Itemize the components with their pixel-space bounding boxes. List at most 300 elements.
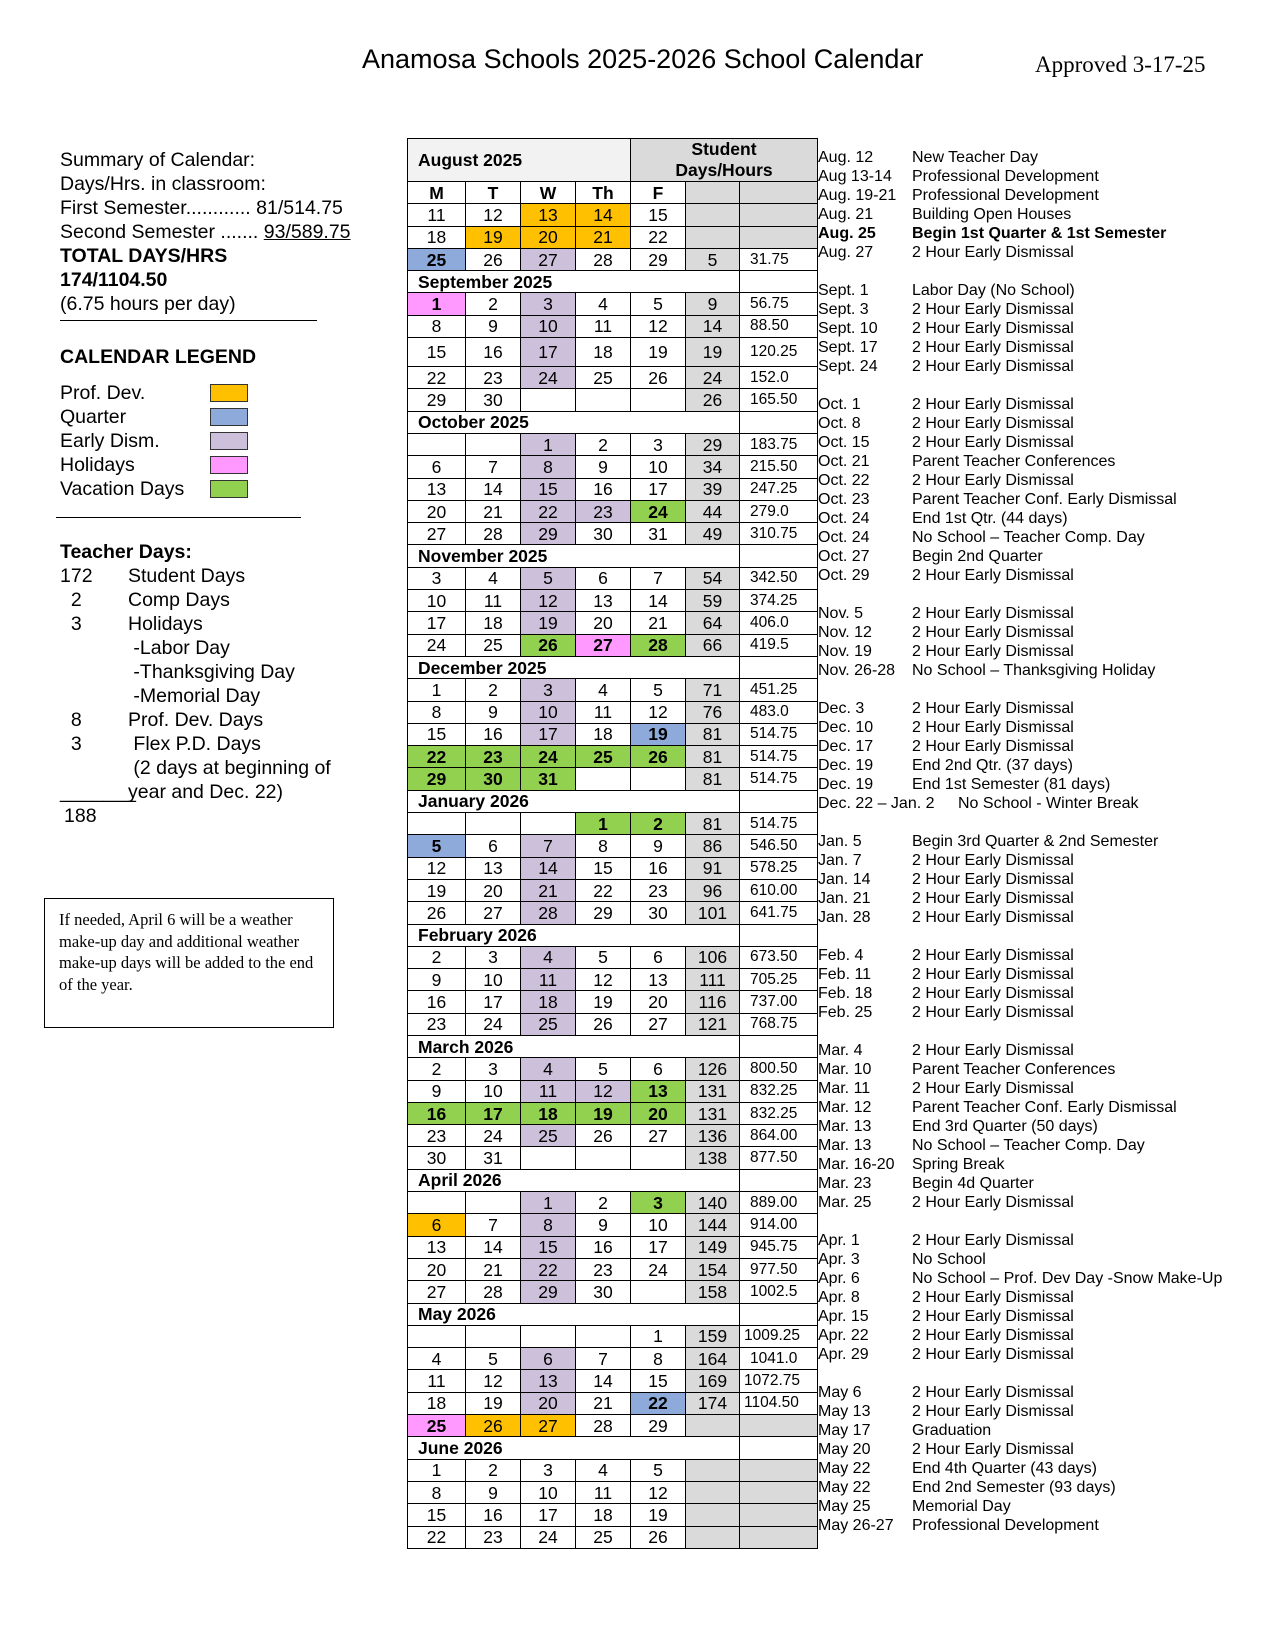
event-text: Parent Teacher Conf. Early Dismissal bbox=[912, 491, 1177, 508]
day-cell: 5 bbox=[631, 293, 686, 315]
event-text: 2 Hour Early Dismissal bbox=[912, 472, 1074, 489]
day-cell: 28 bbox=[576, 248, 631, 270]
day-cell: 6 bbox=[521, 1348, 576, 1370]
student-hours: 1002.5 bbox=[740, 1281, 818, 1303]
week-row bbox=[408, 835, 818, 857]
day-cell: 21 bbox=[466, 500, 521, 522]
day-cell: 14 bbox=[521, 857, 576, 879]
day-cell: 19 bbox=[631, 1504, 686, 1526]
week-row bbox=[408, 1214, 818, 1236]
day-cell: 18 bbox=[466, 612, 521, 634]
event-date: Aug. 12 bbox=[818, 149, 874, 166]
student-days-count: 164 bbox=[686, 1348, 740, 1370]
day-cell: 12 bbox=[466, 1370, 521, 1392]
day-cell: 9 bbox=[576, 1214, 631, 1236]
teacher-days-label: Student Days bbox=[128, 565, 246, 587]
student-days-count: 64 bbox=[686, 612, 740, 634]
day-cell: 30 bbox=[576, 523, 631, 545]
student-hours: 610.00 bbox=[740, 879, 818, 901]
day-cell: 23 bbox=[576, 1258, 631, 1280]
day-cell bbox=[466, 1192, 521, 1214]
weekday-f: F bbox=[631, 182, 686, 204]
student-days-count: 138 bbox=[686, 1147, 740, 1169]
day-cell: 12 bbox=[576, 969, 631, 991]
week-row bbox=[408, 590, 818, 612]
day-cell: 20 bbox=[466, 879, 521, 901]
student-days-count: 154 bbox=[686, 1258, 740, 1280]
event-date: Nov. 5 bbox=[818, 605, 864, 622]
day-cell: 9 bbox=[576, 456, 631, 478]
student-hours: 800.50 bbox=[740, 1058, 818, 1080]
day-cell: 16 bbox=[408, 991, 466, 1013]
teacher-days-count: 3 bbox=[60, 613, 82, 635]
event-date: May 13 bbox=[818, 1403, 871, 1420]
day-cell: 5 bbox=[631, 1459, 686, 1481]
week-row bbox=[408, 879, 818, 901]
student-hours: 120.25 bbox=[740, 338, 818, 367]
student-hours bbox=[740, 1526, 818, 1548]
blank-cell bbox=[740, 924, 818, 946]
event-text: 2 Hour Early Dismissal bbox=[912, 852, 1074, 869]
event-date: Mar. 4 bbox=[818, 1042, 863, 1059]
day-cell: 5 bbox=[576, 1058, 631, 1080]
teacher-days-row bbox=[60, 756, 380, 780]
day-cell: 13 bbox=[631, 969, 686, 991]
week-row bbox=[408, 500, 818, 522]
student-days-count: 34 bbox=[686, 456, 740, 478]
teacher-days-row bbox=[60, 684, 380, 708]
day-cell: 1 bbox=[521, 433, 576, 455]
second-semester-label: Second Semester ....... bbox=[60, 221, 259, 243]
day-cell: 17 bbox=[521, 338, 576, 367]
week-row bbox=[408, 567, 818, 589]
day-cell bbox=[576, 1147, 631, 1169]
hours-per-day: (6.75 hours per day) bbox=[60, 293, 236, 315]
day-cell: 24 bbox=[521, 746, 576, 768]
day-cell: 3 bbox=[521, 1459, 576, 1481]
first-semester-value: 81/514.75 bbox=[256, 197, 343, 219]
event-text: End 1st Semester (81 days) bbox=[912, 776, 1111, 793]
event-text: Building Open Houses bbox=[912, 206, 1072, 223]
week-row bbox=[408, 1370, 818, 1392]
day-cell: 12 bbox=[576, 1080, 631, 1102]
day-cell bbox=[466, 1325, 521, 1347]
student-hours: 374.25 bbox=[740, 590, 818, 612]
event-text: 2 Hour Early Dismissal bbox=[912, 1080, 1074, 1097]
day-cell: 23 bbox=[466, 1526, 521, 1548]
event-text: Begin 3rd Quarter & 2nd Semester bbox=[912, 833, 1159, 850]
event-date: May 26-27 bbox=[818, 1517, 894, 1534]
day-cell: 30 bbox=[466, 768, 521, 790]
day-cell: 22 bbox=[521, 500, 576, 522]
event-date: Oct. 27 bbox=[818, 548, 870, 565]
month-heading: September 2025 bbox=[408, 271, 740, 293]
day-cell: 19 bbox=[466, 226, 521, 248]
event-date: Oct. 23 bbox=[818, 491, 870, 508]
day-cell: 14 bbox=[576, 1370, 631, 1392]
month-heading: October 2025 bbox=[408, 411, 740, 433]
event-date: Oct. 8 bbox=[818, 415, 861, 432]
day-cell: 3 bbox=[521, 679, 576, 701]
week-row bbox=[408, 746, 818, 768]
day-cell: 9 bbox=[408, 969, 466, 991]
day-cell: 4 bbox=[466, 567, 521, 589]
month-row bbox=[408, 1437, 818, 1459]
day-cell: 21 bbox=[576, 226, 631, 248]
day-cell: 21 bbox=[521, 879, 576, 901]
week-row bbox=[408, 226, 818, 248]
event-date: Dec. 19 bbox=[818, 776, 874, 793]
student-days-count: 24 bbox=[686, 367, 740, 389]
day-cell: 4 bbox=[521, 946, 576, 968]
student-days-count: 159 bbox=[686, 1325, 740, 1347]
event-date: Feb. 11 bbox=[818, 966, 872, 983]
day-cell: 15 bbox=[521, 1236, 576, 1258]
event-date: Apr. 3 bbox=[818, 1251, 860, 1268]
day-cell: 8 bbox=[408, 1481, 466, 1503]
day-cell: 12 bbox=[408, 857, 466, 879]
event-text: 2 Hour Early Dismissal bbox=[912, 738, 1074, 755]
day-cell: 10 bbox=[466, 1080, 521, 1102]
day-cell: 27 bbox=[408, 1281, 466, 1303]
day-cell: 8 bbox=[408, 701, 466, 723]
event-date: Oct. 29 bbox=[818, 567, 870, 584]
day-cell: 5 bbox=[521, 567, 576, 589]
day-cell: 9 bbox=[408, 1080, 466, 1102]
day-cell: 19 bbox=[576, 991, 631, 1013]
week-row bbox=[408, 389, 818, 411]
legend-swatch-icon bbox=[210, 456, 248, 474]
day-cell: 14 bbox=[631, 590, 686, 612]
event-date: Jan. 7 bbox=[818, 852, 862, 869]
day-cell: 13 bbox=[408, 478, 466, 500]
week-row bbox=[408, 701, 818, 723]
day-cell: 26 bbox=[521, 634, 576, 656]
day-cell: 27 bbox=[631, 1013, 686, 1035]
day-cell: 9 bbox=[631, 835, 686, 857]
event-date: Dec. 19 bbox=[818, 757, 874, 774]
week-row bbox=[408, 1080, 818, 1102]
day-cell: 16 bbox=[631, 857, 686, 879]
event-date: Sept. 24 bbox=[818, 358, 878, 375]
day-cell: 18 bbox=[521, 991, 576, 1013]
teacher-days-count: 3 bbox=[60, 733, 82, 755]
day-cell: 8 bbox=[631, 1348, 686, 1370]
teacher-days-row bbox=[60, 588, 380, 612]
week-row bbox=[408, 367, 818, 389]
event-text: 2 Hour Early Dismissal bbox=[912, 1042, 1074, 1059]
day-cell: 28 bbox=[466, 1281, 521, 1303]
day-cell: 10 bbox=[408, 590, 466, 612]
student-days-count: 49 bbox=[686, 523, 740, 545]
day-cell: 31 bbox=[631, 523, 686, 545]
day-cell: 31 bbox=[466, 1147, 521, 1169]
student-days-count: 9 bbox=[686, 293, 740, 315]
day-cell bbox=[408, 1192, 466, 1214]
event-text: Parent Teacher Conf. Early Dismissal bbox=[912, 1099, 1177, 1116]
event-text: Parent Teacher Conferences bbox=[912, 453, 1116, 470]
legend-label: Early Dism. bbox=[60, 430, 160, 452]
day-cell bbox=[408, 433, 466, 455]
day-cell: 22 bbox=[408, 746, 466, 768]
day-cell bbox=[521, 1147, 576, 1169]
blank-cell bbox=[740, 411, 818, 433]
event-date: Feb. 18 bbox=[818, 985, 873, 1002]
day-cell: 20 bbox=[408, 500, 466, 522]
day-cell: 17 bbox=[408, 612, 466, 634]
teacher-days-count bbox=[60, 684, 128, 708]
event-text: 2 Hour Early Dismissal bbox=[912, 396, 1074, 413]
weekday-w: W bbox=[521, 182, 576, 204]
teacher-days-count bbox=[60, 636, 128, 660]
event-text: 2 Hour Early Dismissal bbox=[912, 1346, 1074, 1363]
day-cell: 19 bbox=[521, 612, 576, 634]
event-date: Aug. 19-21 bbox=[818, 187, 897, 204]
student-days-count: 144 bbox=[686, 1214, 740, 1236]
month-row bbox=[408, 790, 818, 812]
day-cell: 25 bbox=[576, 367, 631, 389]
student-hours: 183.75 bbox=[740, 433, 818, 455]
week-row bbox=[408, 1192, 818, 1214]
day-cell: 28 bbox=[466, 523, 521, 545]
day-cell: 13 bbox=[466, 857, 521, 879]
day-cell bbox=[631, 389, 686, 411]
event-text: 2 Hour Early Dismissal bbox=[912, 1384, 1074, 1401]
day-cell: 2 bbox=[576, 433, 631, 455]
event-text: Begin 2nd Quarter bbox=[912, 548, 1043, 565]
student-days-count: 59 bbox=[686, 590, 740, 612]
event-text: 2 Hour Early Dismissal bbox=[912, 605, 1074, 622]
day-cell bbox=[521, 1325, 576, 1347]
event-text: 2 Hour Early Dismissal bbox=[912, 700, 1074, 717]
blank-cell bbox=[740, 1303, 818, 1325]
day-cell: 15 bbox=[576, 857, 631, 879]
day-cell: 30 bbox=[631, 902, 686, 924]
day-cell: 29 bbox=[631, 1415, 686, 1437]
day-cell: 4 bbox=[576, 1459, 631, 1481]
week-row bbox=[408, 1102, 818, 1124]
event-date: Sept. 1 bbox=[818, 282, 869, 299]
student-hours: 88.50 bbox=[740, 315, 818, 337]
blank-cell bbox=[740, 1169, 818, 1191]
student-hours: 165.50 bbox=[740, 389, 818, 411]
student-hours: 514.75 bbox=[740, 768, 818, 790]
event-text: 2 Hour Early Dismissal bbox=[912, 358, 1074, 375]
event-text: No School – Teacher Comp. Day bbox=[912, 1137, 1145, 1154]
day-cell: 13 bbox=[576, 590, 631, 612]
event-date: Jan. 5 bbox=[818, 833, 862, 850]
approved-date: Approved 3-17-25 bbox=[1035, 52, 1206, 77]
student-days-count: 19 bbox=[686, 338, 740, 367]
day-cell: 15 bbox=[521, 478, 576, 500]
day-cell: 5 bbox=[576, 946, 631, 968]
event-date: Jan. 14 bbox=[818, 871, 871, 888]
student-days-count: 121 bbox=[686, 1013, 740, 1035]
day-cell: 10 bbox=[521, 701, 576, 723]
day-cell: 1 bbox=[408, 679, 466, 701]
event-text: 2 Hour Early Dismissal bbox=[912, 244, 1074, 261]
event-text: New Teacher Day bbox=[912, 149, 1038, 166]
student-hours: 546.50 bbox=[740, 835, 818, 857]
day-cell: 8 bbox=[408, 315, 466, 337]
student-hours: 215.50 bbox=[740, 456, 818, 478]
day-cell: 3 bbox=[521, 293, 576, 315]
event-text: Begin 1st Quarter & 1st Semester bbox=[912, 225, 1167, 242]
day-cell: 9 bbox=[466, 701, 521, 723]
student-hours: 152.0 bbox=[740, 367, 818, 389]
teacher-days-row bbox=[60, 564, 380, 588]
legend bbox=[60, 381, 380, 501]
blank-cell bbox=[740, 1035, 818, 1057]
student-days-count: 81 bbox=[686, 768, 740, 790]
student-days-count: 76 bbox=[686, 701, 740, 723]
event-text: 2 Hour Early Dismissal bbox=[912, 871, 1074, 888]
day-cell: 14 bbox=[466, 1236, 521, 1258]
student-days-count: 5 bbox=[686, 248, 740, 270]
month-row bbox=[408, 1169, 818, 1191]
day-cell: 11 bbox=[576, 701, 631, 723]
teacher-days-row bbox=[60, 732, 380, 756]
day-cell: 10 bbox=[521, 1481, 576, 1503]
day-cell: 27 bbox=[576, 634, 631, 656]
day-cell: 26 bbox=[631, 746, 686, 768]
event-text: End 3rd Quarter (50 days) bbox=[912, 1118, 1098, 1135]
day-cell: 13 bbox=[408, 1236, 466, 1258]
day-cell: 29 bbox=[576, 902, 631, 924]
event-text: Professional Development bbox=[912, 1517, 1099, 1534]
legend-swatch-icon bbox=[210, 432, 248, 450]
event-date: Apr. 8 bbox=[818, 1289, 860, 1306]
event-date: May 6 bbox=[818, 1384, 862, 1401]
day-cell: 24 bbox=[466, 1125, 521, 1147]
legend-label: Quarter bbox=[60, 406, 127, 428]
event-text: 2 Hour Early Dismissal bbox=[912, 1004, 1074, 1021]
day-cell: 28 bbox=[576, 1415, 631, 1437]
summary-line: Days/Hrs. in classroom: bbox=[60, 173, 266, 195]
teacher-days-total: 188 bbox=[64, 805, 97, 827]
month-row bbox=[408, 411, 818, 433]
event-text: No School – Teacher Comp. Day bbox=[912, 529, 1145, 546]
day-cell: 6 bbox=[631, 1058, 686, 1080]
event-date: Apr. 15 bbox=[818, 1308, 869, 1325]
week-row bbox=[408, 1236, 818, 1258]
day-cell: 18 bbox=[576, 1504, 631, 1526]
event-date: Dec. 22 – Jan. 2 bbox=[818, 795, 935, 812]
student-hours: 483.0 bbox=[740, 701, 818, 723]
student-days-count: 96 bbox=[686, 879, 740, 901]
student-hours: 832.25 bbox=[740, 1102, 818, 1124]
day-cell bbox=[408, 1325, 466, 1347]
day-cell: 24 bbox=[466, 1013, 521, 1035]
event-date: Aug. 25 bbox=[818, 225, 876, 242]
day-cell bbox=[521, 813, 576, 835]
day-cell: 2 bbox=[576, 1192, 631, 1214]
day-cell: 31 bbox=[521, 768, 576, 790]
event-text: 2 Hour Early Dismissal bbox=[912, 339, 1074, 356]
student-days-count: 169 bbox=[686, 1370, 740, 1392]
student-hours: 279.0 bbox=[740, 500, 818, 522]
event-text: Labor Day (No School) bbox=[912, 282, 1075, 299]
event-date: Oct. 21 bbox=[818, 453, 870, 470]
day-cell: 11 bbox=[466, 590, 521, 612]
day-cell bbox=[466, 433, 521, 455]
day-cell: 7 bbox=[466, 1214, 521, 1236]
event-date: Oct. 1 bbox=[818, 396, 861, 413]
event-date: Mar. 13 bbox=[818, 1137, 872, 1154]
event-date: Dec. 3 bbox=[818, 700, 865, 717]
student-days-count: 140 bbox=[686, 1192, 740, 1214]
day-cell: 28 bbox=[521, 902, 576, 924]
student-days-count bbox=[686, 1526, 740, 1548]
day-cell: 7 bbox=[631, 567, 686, 589]
day-cell: 16 bbox=[576, 1236, 631, 1258]
event-text: Memorial Day bbox=[912, 1498, 1011, 1515]
month-row bbox=[408, 545, 818, 567]
month-row bbox=[408, 271, 818, 293]
divider bbox=[56, 517, 301, 518]
day-cell: 26 bbox=[466, 1415, 521, 1437]
week-row bbox=[408, 1526, 818, 1548]
day-cell: 18 bbox=[408, 226, 466, 248]
day-cell: 8 bbox=[576, 835, 631, 857]
day-cell: 20 bbox=[631, 991, 686, 1013]
day-cell: 29 bbox=[631, 248, 686, 270]
first-semester-label: First Semester............ bbox=[60, 197, 251, 219]
blank-cell bbox=[740, 182, 818, 204]
day-cell: 22 bbox=[631, 226, 686, 248]
event-text: 2 Hour Early Dismissal bbox=[912, 434, 1074, 451]
divider bbox=[60, 320, 317, 321]
student-days-count: 91 bbox=[686, 857, 740, 879]
day-cell: 16 bbox=[466, 1504, 521, 1526]
week-row bbox=[408, 1481, 818, 1503]
day-cell: 15 bbox=[631, 204, 686, 226]
day-cell: 15 bbox=[631, 1370, 686, 1392]
student-hours: 310.75 bbox=[740, 523, 818, 545]
first-semester bbox=[60, 196, 380, 220]
event-date: Mar. 13 bbox=[818, 1118, 872, 1135]
week-row bbox=[408, 1325, 818, 1347]
total-label: TOTAL DAYS/HRS bbox=[60, 245, 228, 267]
day-cell bbox=[631, 768, 686, 790]
event-date: Mar. 25 bbox=[818, 1194, 872, 1211]
student-days-count: 131 bbox=[686, 1102, 740, 1124]
day-cell: 27 bbox=[521, 1415, 576, 1437]
legend-swatch-icon bbox=[210, 408, 248, 426]
event-text: 2 Hour Early Dismissal bbox=[912, 985, 1074, 1002]
week-row bbox=[408, 902, 818, 924]
day-cell: 18 bbox=[408, 1392, 466, 1414]
event-date: May 22 bbox=[818, 1460, 871, 1477]
event-text: Parent Teacher Conferences bbox=[912, 1061, 1116, 1078]
student-days-count: 81 bbox=[686, 723, 740, 745]
student-hours: 977.50 bbox=[740, 1258, 818, 1280]
day-cell: 20 bbox=[521, 1392, 576, 1414]
student-days-count: 101 bbox=[686, 902, 740, 924]
event-text: 2 Hour Early Dismissal bbox=[912, 1327, 1074, 1344]
day-cell: 21 bbox=[466, 1258, 521, 1280]
event-date: Feb. 25 bbox=[818, 1004, 873, 1021]
teacher-days-list bbox=[60, 564, 380, 804]
student-days-count: 81 bbox=[686, 813, 740, 835]
day-cell: 25 bbox=[408, 248, 466, 270]
week-row bbox=[408, 1392, 818, 1414]
week-row bbox=[408, 1281, 818, 1303]
day-cell: 16 bbox=[466, 723, 521, 745]
event-date: Mar. 10 bbox=[818, 1061, 872, 1078]
week-row bbox=[408, 723, 818, 745]
day-cell: 23 bbox=[466, 367, 521, 389]
